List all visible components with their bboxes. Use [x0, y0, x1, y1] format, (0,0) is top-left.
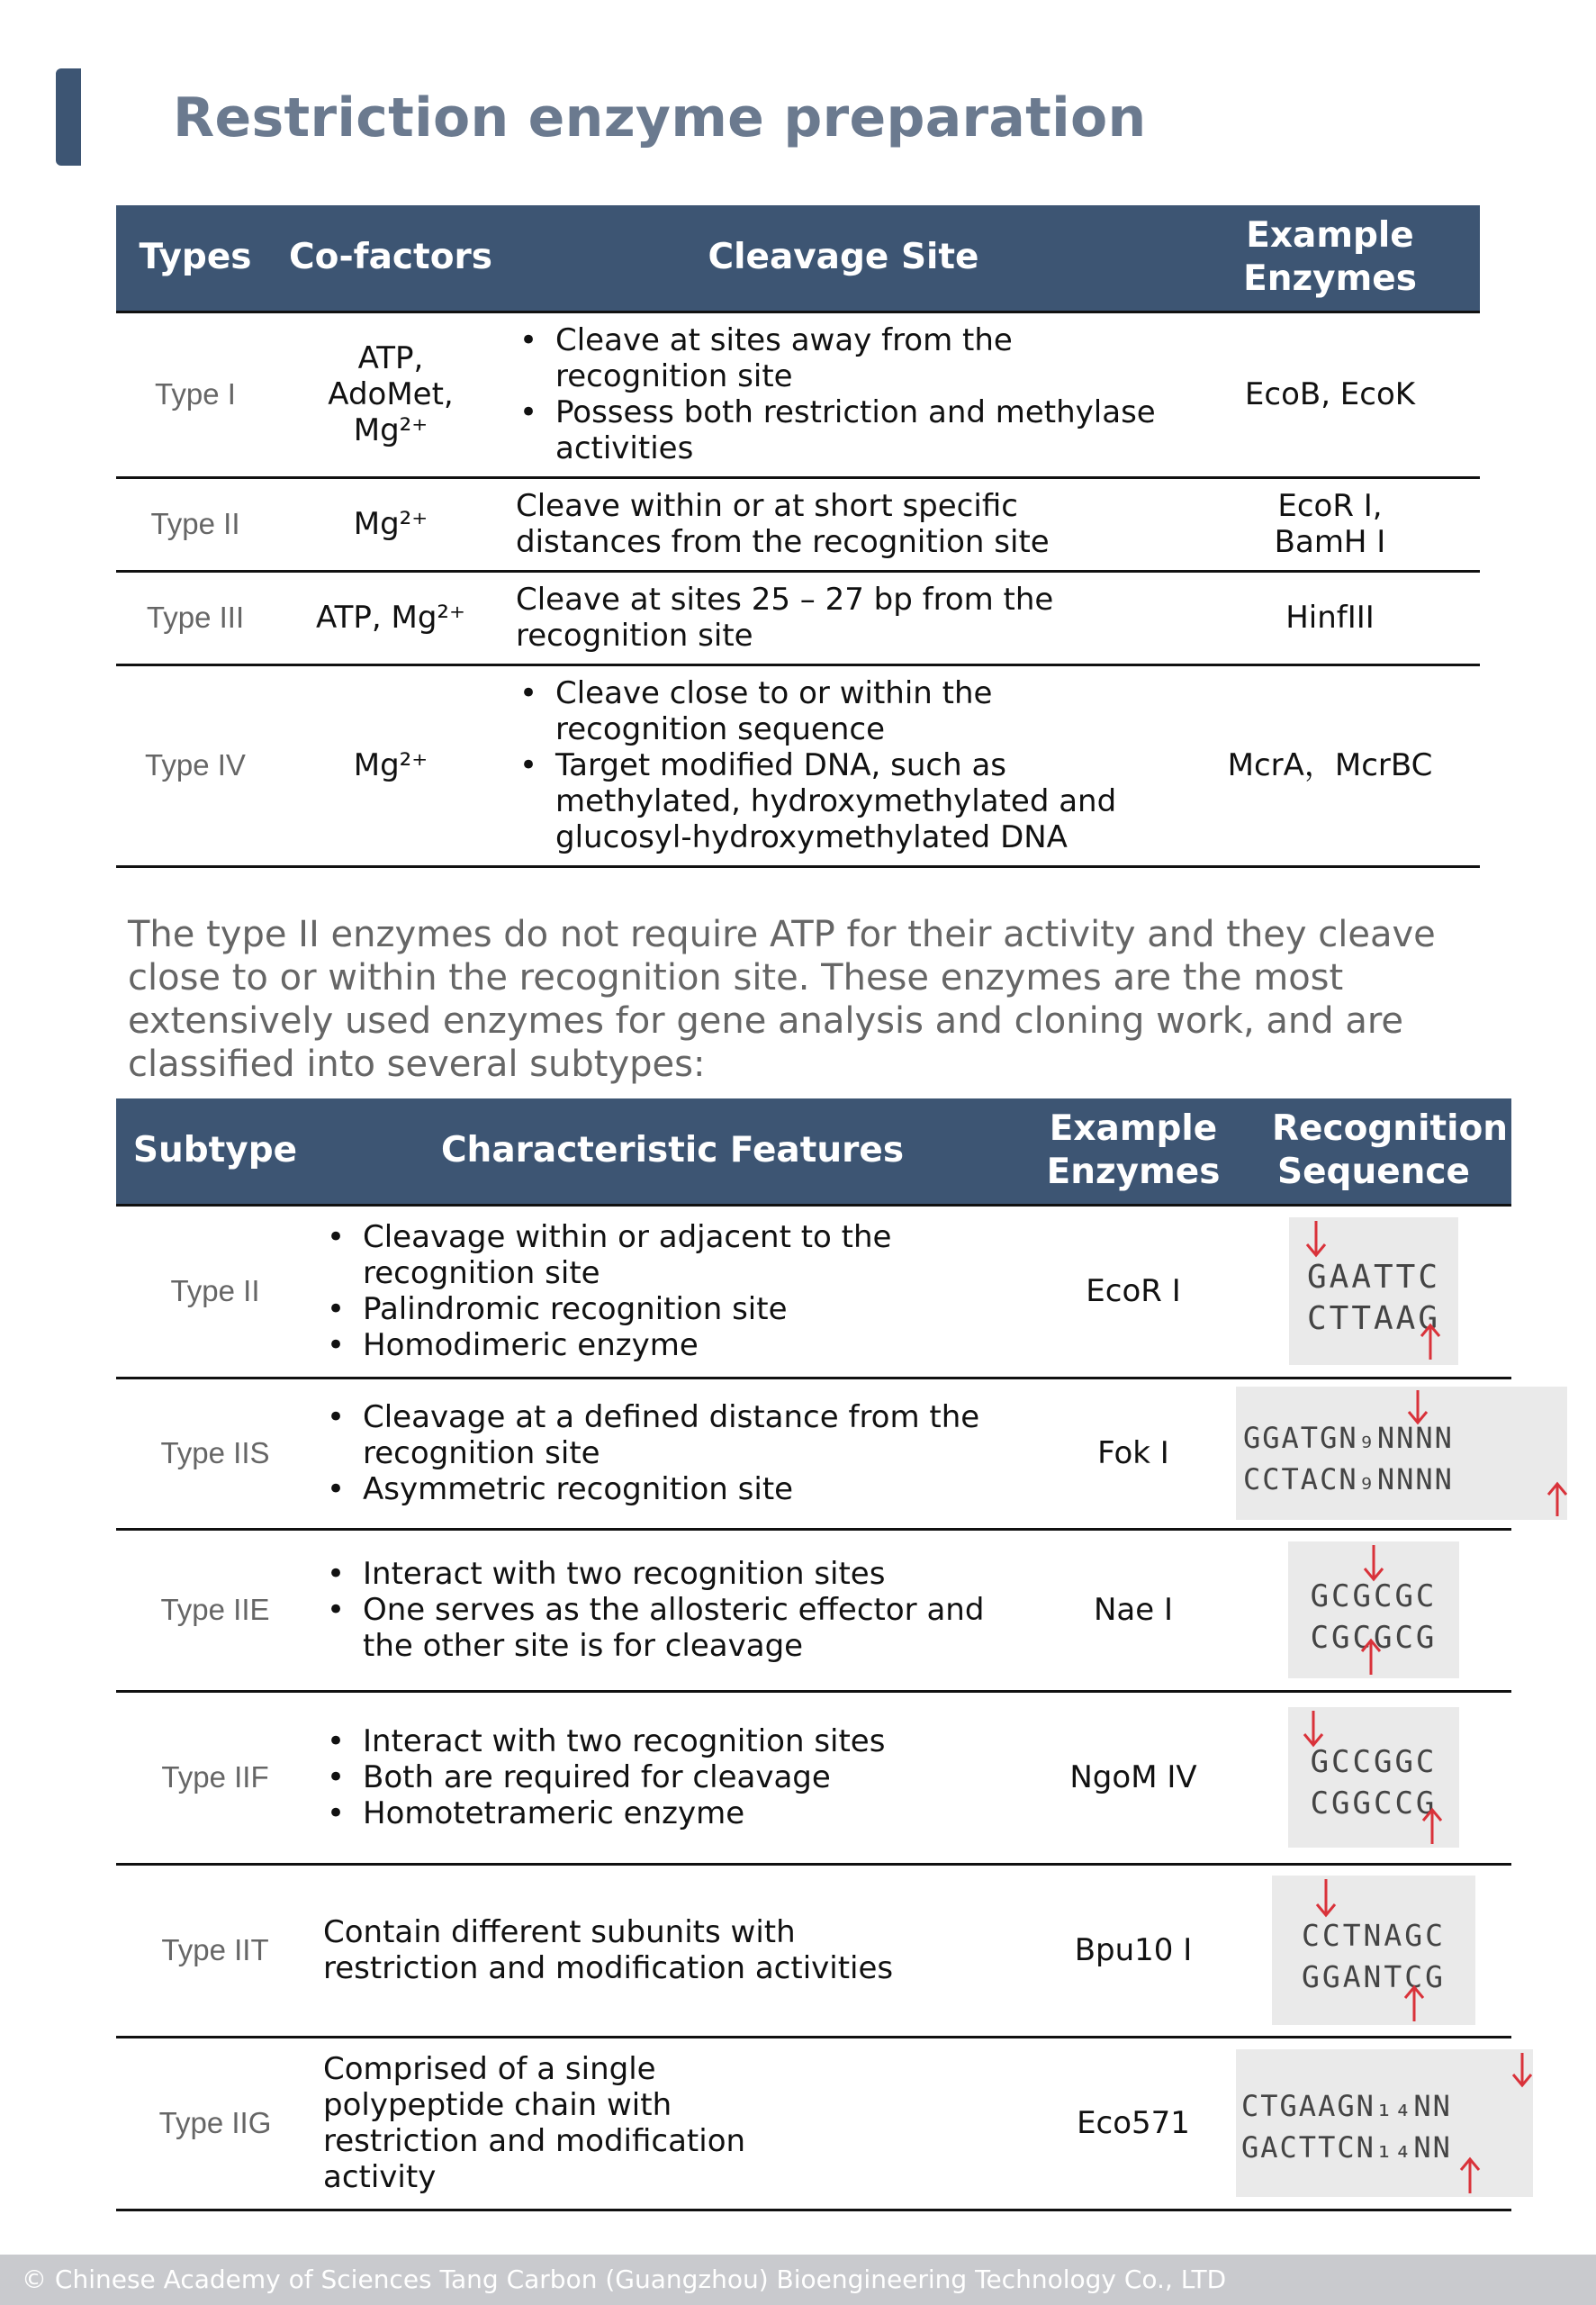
enzyme-cell: Fok I	[1031, 1378, 1236, 1529]
recognition-sequence-image	[1236, 1387, 1567, 1520]
cleavage-bullet: • Target modified DNA, such as methylated, hydroxymethylated and glucosyl-hydroxymethylated DNA	[516, 747, 1171, 855]
sequence-top: GAATTC	[1306, 1259, 1441, 1296]
cleavage-bullet: • Possess both restriction and methylase activities	[516, 394, 1171, 466]
sequence-cell	[1236, 1205, 1511, 1378]
subtype-cell: Type II	[116, 1205, 314, 1378]
features-cell	[314, 1205, 1031, 1378]
sequence-cell	[1236, 1691, 1511, 1864]
feature-bullet: • Cleavage within or adjacent to the recognition site	[323, 1219, 1022, 1291]
recognition-sequence-image	[1236, 2049, 1533, 2197]
header-example-enzymes: Example Enzymes	[1180, 205, 1480, 312]
table-row	[116, 477, 1480, 571]
recognition-sequence-image	[1272, 1876, 1475, 2025]
cofactors-cell: ATP, Mg²⁺	[275, 571, 507, 664]
enzyme-types-table	[116, 205, 1480, 868]
type-cell: Type II	[116, 477, 275, 571]
enzymes-cell: EcoB, EcoK	[1180, 312, 1480, 477]
type-cell: Type I	[116, 312, 275, 477]
sequence-cell	[1236, 1529, 1511, 1691]
header-example-enzymes: Example Enzymes	[1031, 1098, 1236, 1205]
page-title: Restriction enzyme preparation	[173, 86, 1147, 149]
table-row	[116, 664, 1480, 866]
sequence-bottom: GACTTCN₁₄NN	[1241, 2130, 1452, 2165]
header-types: Types	[116, 205, 275, 312]
subtype-cell: Type IIS	[116, 1378, 314, 1529]
type-cell: Type IV	[116, 664, 275, 866]
sequence-top: GGATGN₉NNNN	[1243, 1421, 1454, 1455]
table-row	[116, 1864, 1511, 2037]
type-ii-subtypes-table	[116, 1098, 1511, 2211]
cofactors-cell: Mg²⁺	[275, 477, 507, 571]
table-row	[116, 1378, 1511, 1529]
header-cofactors: Co-factors	[275, 205, 507, 312]
subtype-cell: Type IIF	[116, 1691, 314, 1864]
subtype-cell: Type IIG	[116, 2037, 314, 2210]
sequence-bottom: CGCGCG	[1310, 1620, 1438, 1656]
enzymes-cell: HinfIII	[1180, 571, 1480, 664]
sequence-top: CCTNAGC	[1301, 1918, 1447, 1953]
table-row	[116, 312, 1480, 477]
table-row	[116, 1529, 1511, 1691]
sequence-bottom: GGANTCG	[1301, 1959, 1447, 1994]
features-cell	[314, 1378, 1031, 1529]
cleavage-cell: Cleave within or at short specific distances from the recognition site	[507, 477, 1180, 571]
sequence-cell	[1236, 2037, 1511, 2210]
subtype-cell: Type IIT	[116, 1864, 314, 2037]
sequence-top: GCCGGC	[1310, 1744, 1438, 1780]
sequence-cell	[1236, 1864, 1511, 2037]
subtype-cell: Type IIE	[116, 1529, 314, 1691]
header-characteristic-features: Characteristic Features	[314, 1098, 1031, 1205]
title-accent-bar	[56, 68, 81, 166]
header-subtype: Subtype	[116, 1098, 314, 1205]
table-row	[116, 1205, 1511, 1378]
features-cell: Contain different subunits with restriction and modification activities	[314, 1864, 1031, 2037]
features-cell	[314, 1529, 1031, 1691]
sequence-bottom: CCTACN₉NNNN	[1243, 1462, 1454, 1496]
feature-bullet: • Interact with two recognition sites	[323, 1556, 1022, 1592]
cleavage-cell	[507, 664, 1180, 866]
enzymes-cell: McrA，McrBC	[1180, 664, 1480, 866]
feature-bullet: • Palindromic recognition site	[323, 1291, 1022, 1327]
table-row	[116, 1691, 1511, 1864]
features-cell: Comprised of a single polypeptide chain with restriction and modification activity	[314, 2037, 1031, 2210]
feature-bullet: • Asymmetric recognition site	[323, 1471, 1022, 1507]
header-cleavage-site: Cleavage Site	[507, 205, 1180, 312]
sequence-top: CTGAAGN₁₄NN	[1241, 2089, 1452, 2123]
cleavage-cell: Cleave at sites 25 – 27 bp from the recognition site	[507, 571, 1180, 664]
recognition-sequence-image	[1288, 1707, 1459, 1848]
cleavage-bullet: • Cleave at sites away from the recognition site	[516, 322, 1171, 394]
enzymes-cell: EcoR I, BamH I	[1180, 477, 1480, 571]
cleavage-bullet: • Cleave close to or within the recognition sequence	[516, 675, 1171, 747]
recognition-sequence-image	[1289, 1217, 1458, 1365]
sequence-bottom: CTTAAG	[1306, 1300, 1441, 1337]
sequence-top: GCGCGC	[1310, 1578, 1438, 1614]
cleavage-cell	[507, 312, 1180, 477]
enzyme-cell: EcoR I	[1031, 1205, 1236, 1378]
feature-bullet: • Both are required for cleavage	[323, 1759, 1022, 1795]
cofactors-cell: ATP, AdoMet, Mg²⁺	[275, 312, 507, 477]
feature-bullet: • One serves as the allosteric effector and the other site is for cleavage	[323, 1592, 1022, 1664]
sequence-bottom: CGGCCG	[1310, 1785, 1438, 1821]
sequence-cell	[1236, 1378, 1511, 1529]
recognition-sequence-image	[1288, 1541, 1459, 1678]
copyright-footer: © Chinese Academy of Sciences Tang Carbon (Guangzhou) Bioengineering Technology Co., LTD	[0, 2255, 1596, 2305]
enzyme-cell: Bpu10 I	[1031, 1864, 1236, 2037]
table-row	[116, 2037, 1511, 2210]
table-row	[116, 571, 1480, 664]
enzyme-cell: Nae I	[1031, 1529, 1236, 1691]
feature-bullet: • Homotetrameric enzyme	[323, 1795, 1022, 1831]
enzyme-cell: Eco571	[1031, 2037, 1236, 2210]
header-recognition-sequence: Recognition Sequence	[1236, 1098, 1511, 1205]
type-ii-description: The type II enzymes do not require ATP for their activity and they cleave close to or within the recognition site. These enzymes are the most extensively used enzymes for gene analysis and cloning work, and are classified into several subtypes:	[128, 914, 1436, 1085]
cofactors-cell: Mg²⁺	[275, 664, 507, 866]
enzyme-cell: NgoM IV	[1031, 1691, 1236, 1864]
feature-bullet: • Cleavage at a defined distance from the recognition site	[323, 1399, 1022, 1471]
feature-bullet: • Homodimeric enzyme	[323, 1327, 1022, 1363]
features-cell	[314, 1691, 1031, 1864]
feature-bullet: • Interact with two recognition sites	[323, 1723, 1022, 1759]
type-cell: Type III	[116, 571, 275, 664]
